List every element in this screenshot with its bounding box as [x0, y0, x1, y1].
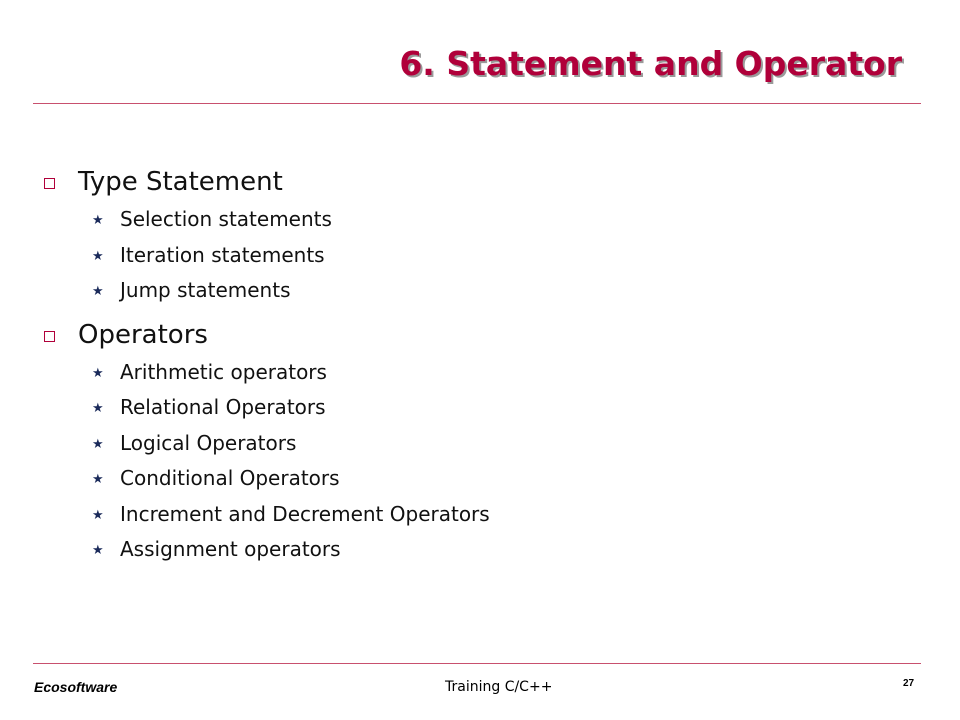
section-label: Operators [78, 319, 208, 350]
section-type-statement [44, 160, 904, 204]
list-item-label: Assignment operators [120, 537, 341, 561]
operators-list [44, 357, 904, 570]
list-item-label: Selection statements [120, 207, 332, 231]
type-statement-list [44, 204, 904, 311]
star-icon: ★ [92, 507, 104, 523]
list-item [44, 463, 904, 499]
list-item-label: Arithmetic operators [120, 359, 327, 384]
star-icon: ★ [92, 365, 104, 381]
list-item [44, 240, 904, 276]
list-item [44, 499, 904, 535]
list-item-label: Conditional Operators [120, 466, 340, 490]
section-label: Type Statement [78, 167, 283, 197]
list-item [44, 534, 904, 570]
list-item [44, 275, 904, 311]
list-item [44, 357, 904, 393]
list-item [44, 392, 904, 428]
hollow-square-icon [44, 331, 55, 342]
star-icon: ★ [92, 213, 104, 228]
hollow-square-icon [44, 178, 55, 189]
list-item-label: Logical Operators [120, 430, 297, 455]
slide-title: 6. Statement and Operator [399, 44, 902, 83]
list-item-label: Relational Operators [120, 395, 326, 419]
list-item-label: Iteration statements [120, 242, 325, 267]
star-icon: ★ [92, 472, 104, 487]
section-operators [44, 313, 904, 357]
star-icon: ★ [92, 248, 104, 264]
list-item-label: Increment and Decrement Operators [120, 501, 490, 526]
star-icon: ★ [92, 401, 104, 416]
page-number: 27 [903, 678, 915, 689]
footer-divider [33, 663, 921, 664]
star-icon: ★ [92, 436, 104, 452]
star-icon: ★ [92, 284, 104, 299]
footer-company: Ecosoftware [34, 679, 118, 695]
list-item [44, 428, 904, 464]
slide-content [44, 160, 904, 570]
title-divider [33, 103, 921, 104]
list-item [44, 204, 904, 240]
footer-course-title: Training C/C++ [445, 679, 553, 695]
star-icon: ★ [92, 543, 104, 558]
list-item-label: Jump statements [120, 278, 291, 302]
